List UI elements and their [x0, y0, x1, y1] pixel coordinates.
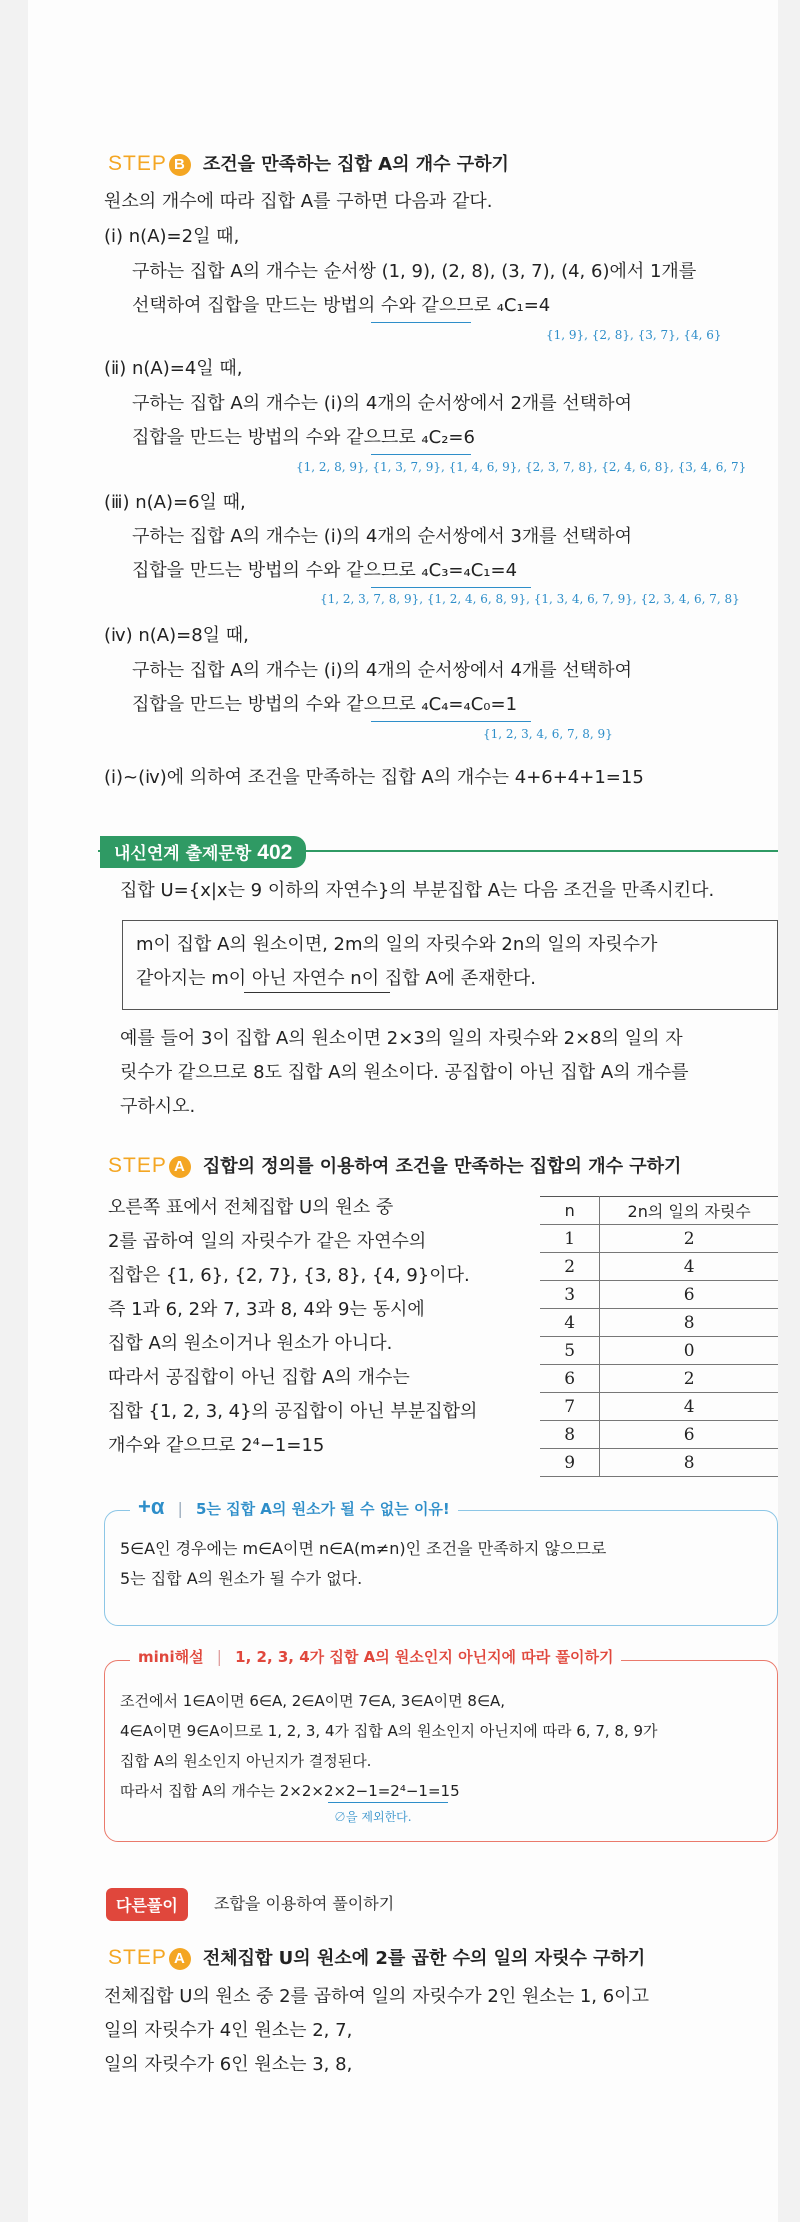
case-1-line1: 구하는 집합 A의 개수는 순서쌍 (1, 9), (2, 8), (3, 7), (4, 6)에서 1개를 — [132, 261, 697, 282]
table-cell: 0 — [600, 1337, 778, 1365]
table-cell: 6 — [600, 1281, 778, 1309]
plus-alpha-line1: 5∈A인 경우에는 m∈A이면 n∈A(m≠n)인 조건을 만족하지 않으므로 — [120, 1539, 607, 1558]
example-line2: 릿수가 같으므로 8도 집합 A의 원소이다. 공집합이 아닌 집합 A의 개수를 — [120, 1062, 689, 1083]
digit-table — [540, 1196, 778, 1477]
table-cell: 8 — [600, 1309, 778, 1337]
mini-line4: 따라서 집합 A의 개수는 2×2×2×2−1=2⁴−1=15 — [120, 1782, 460, 1800]
step-a2-line: 전체집합 U의 원소 중 2를 곱하여 일의 자릿수가 2인 원소는 1, 6이고 — [104, 1986, 649, 2007]
table-cell: 5 — [540, 1337, 600, 1365]
case-2-line2: 집합을 만드는 방법의 수와 같으므로 ₄C₂=6 — [132, 427, 475, 448]
case-4-annotation: {1, 2, 3, 4, 6, 7, 8, 9} — [483, 727, 613, 741]
example-line3: 구하시오. — [120, 1096, 196, 1117]
step-a-line: 2를 곱하여 일의 자릿수가 같은 자연수의 — [108, 1231, 427, 1252]
plus-alpha-icon: +α — [138, 1494, 165, 1519]
table-row — [540, 1337, 778, 1365]
step-a-line: 오른쪽 표에서 전체집합 U의 원소 중 — [108, 1197, 394, 1218]
step-title: 집합의 정의를 이용하여 조건을 만족하는 집합의 개수 구하기 — [202, 1156, 682, 1177]
table-cell: 7 — [540, 1393, 600, 1421]
problem-statement: 집합 U={x|x는 9 이하의 자연수}의 부분집합 A는 다음 조건을 만족시킨다. — [120, 880, 715, 901]
step-a-line: 집합 A의 원소이거나 원소가 아니다. — [108, 1333, 393, 1354]
table-cell: 8 — [540, 1421, 600, 1449]
case-3-head: (ⅲ) n(A)=6일 때, — [104, 492, 246, 513]
mini-solution-header: mini해설 | 1, 2, 3, 4가 집합 A의 원소인지 아닌지에 따라 풀이하기 — [130, 1646, 621, 1667]
step-title: 조건을 만족하는 집합 A의 개수 구하기 — [202, 154, 509, 175]
step-b-intro: 원소의 개수에 따라 집합 A를 구하면 다음과 같다. — [104, 191, 493, 212]
alt-solution-tag: 다른풀이 — [106, 1888, 188, 1921]
condition-line2: 같아지는 m이 아닌 자연수 n이 집합 A에 존재한다. — [136, 968, 537, 989]
step-badge: A — [169, 1948, 191, 1970]
plus-alpha-header: +α | 5는 집합 A의 원소가 될 수 없는 이유! — [130, 1494, 458, 1520]
table-row — [540, 1281, 778, 1309]
table-row — [540, 1393, 778, 1421]
table-cell: 2 — [540, 1253, 600, 1281]
underline — [328, 1802, 448, 1803]
example-line1: 예를 들어 3이 집합 A의 원소이면 2×3의 일의 자릿수와 2×8의 일의 자 — [120, 1028, 683, 1049]
case-2-annotation: {1, 2, 8, 9}, {1, 3, 7, 9}, {1, 4, 6, 9}, {2, 3, 7, 8}, {2, 4, 6, 8}, {3, 4, 6, 7} — [296, 460, 747, 474]
step-badge: B — [169, 154, 191, 176]
step-a-line: 따라서 공집합이 아닌 집합 A의 개수는 — [108, 1367, 410, 1388]
case-4-head: (ⅳ) n(A)=8일 때, — [104, 625, 249, 646]
table-cell: 3 — [540, 1281, 600, 1309]
page — [28, 0, 778, 2222]
underline — [371, 322, 471, 323]
step-title: 전체집합 U의 원소에 2를 곱한 수의 일의 자릿수 구하기 — [202, 1948, 646, 1969]
step-a-line: 집합은 {1, 6}, {2, 7}, {3, 8}, {4, 9}이다. — [108, 1265, 470, 1286]
case-3-line2: 집합을 만드는 방법의 수와 같으므로 ₄C₃=₄C₁=4 — [132, 560, 518, 581]
condition-line1: m이 집합 A의 원소이면, 2m의 일의 자릿수와 2n의 일의 자릿수가 — [136, 934, 658, 955]
banner-label: 내신연계 출제문항 — [114, 844, 252, 864]
case-4-line1: 구하는 집합 A의 개수는 (ⅰ)의 4개의 순서쌍에서 4개를 선택하여 — [132, 660, 632, 681]
case-3-annotation: {1, 2, 3, 7, 8, 9}, {1, 2, 4, 6, 8, 9}, {1, 3, 4, 6, 7, 9}, {2, 3, 4, 6, 7, 8} — [320, 592, 740, 606]
problem-number: 402 — [257, 841, 293, 864]
mini-line2: 4∈A이면 9∈A이므로 1, 2, 3, 4가 집합 A의 원소인지 아닌지에 따라 6, 7, 8, 9가 — [120, 1722, 658, 1740]
step-a2-line: 일의 자릿수가 4인 원소는 2, 7, — [104, 2020, 353, 2041]
table-cell: 6 — [600, 1421, 778, 1449]
plus-alpha-line2: 5는 집합 A의 원소가 될 수가 없다. — [120, 1569, 363, 1588]
table-cell: 4 — [600, 1393, 778, 1421]
table-row — [540, 1449, 778, 1477]
step-badge: A — [169, 1156, 191, 1178]
plus-alpha-title: 5는 집합 A의 원소가 될 수 없는 이유! — [195, 1500, 450, 1518]
underline — [371, 721, 531, 722]
case-2-line1: 구하는 집합 A의 개수는 (ⅰ)의 4개의 순서쌍에서 2개를 선택하여 — [132, 393, 632, 414]
case-1-line2: 선택하여 집합을 만드는 방법의 수와 같으므로 ₄C₁=4 — [132, 295, 551, 316]
step-a-line: 개수와 같으므로 2⁴−1=15 — [108, 1435, 325, 1456]
table-cell: 1 — [540, 1225, 600, 1253]
step-a-line: 집합 {1, 2, 3, 4}의 공집합이 아닌 부분집합의 — [108, 1401, 478, 1422]
table-cell: 2 — [600, 1225, 778, 1253]
case-1-head: (ⅰ) n(A)=2일 때, — [104, 226, 240, 247]
case-2-head: (ⅱ) n(A)=4일 때, — [104, 358, 243, 379]
step-a-header — [108, 1152, 681, 1178]
step-a2-header — [108, 1944, 645, 1970]
table-cell: 4 — [540, 1309, 600, 1337]
underline — [371, 587, 531, 588]
step-b-header — [108, 150, 509, 176]
table-cell: 9 — [540, 1449, 600, 1477]
mini-annotation: ∅을 제외한다. — [334, 1810, 412, 1824]
table-cell: 4 — [600, 1253, 778, 1281]
table-cell: 8 — [600, 1449, 778, 1477]
mini-tag: mini해설 — [138, 1648, 204, 1666]
table-row — [540, 1309, 778, 1337]
table-cell: 2 — [600, 1365, 778, 1393]
table-row — [540, 1253, 778, 1281]
table-row — [540, 1365, 778, 1393]
step-a2-line: 일의 자릿수가 6인 원소는 3, 8, — [104, 2054, 353, 2075]
case-1-annotation: {1, 9}, {2, 8}, {3, 7}, {4, 6} — [546, 328, 722, 342]
mini-line1: 조건에서 1∈A이면 6∈A, 2∈A이면 7∈A, 3∈A이면 8∈A, — [120, 1692, 506, 1710]
step-label: STEP — [108, 1946, 167, 1969]
table-header-row — [540, 1197, 778, 1225]
table-row — [540, 1421, 778, 1449]
mini-line3: 집합 A의 원소인지 아닌지가 결정된다. — [120, 1752, 372, 1770]
step-b-conclusion: (ⅰ)~(ⅳ)에 의하여 조건을 만족하는 집합 A의 개수는 4+6+4+1=15 — [104, 767, 644, 788]
table-cell: 6 — [540, 1365, 600, 1393]
underline — [244, 992, 390, 993]
case-3-line1: 구하는 집합 A의 개수는 (ⅰ)의 4개의 순서쌍에서 3개를 선택하여 — [132, 526, 632, 547]
table-header: n — [540, 1197, 600, 1225]
problem-banner — [100, 836, 306, 868]
step-label: STEP — [108, 1154, 167, 1177]
case-4-line2: 집합을 만드는 방법의 수와 같으므로 ₄C₄=₄C₀=1 — [132, 694, 518, 715]
mini-title: 1, 2, 3, 4가 집합 A의 원소인지 아닌지에 따라 풀이하기 — [235, 1648, 614, 1666]
alt-solution-title: 조합을 이용하여 풀이하기 — [214, 1894, 395, 1913]
underline — [371, 454, 471, 455]
step-label: STEP — [108, 152, 167, 175]
step-a-line: 즉 1과 6, 2와 7, 3과 8, 4와 9는 동시에 — [108, 1299, 425, 1320]
table-row — [540, 1225, 778, 1253]
table-header: 2n의 일의 자릿수 — [600, 1197, 778, 1225]
